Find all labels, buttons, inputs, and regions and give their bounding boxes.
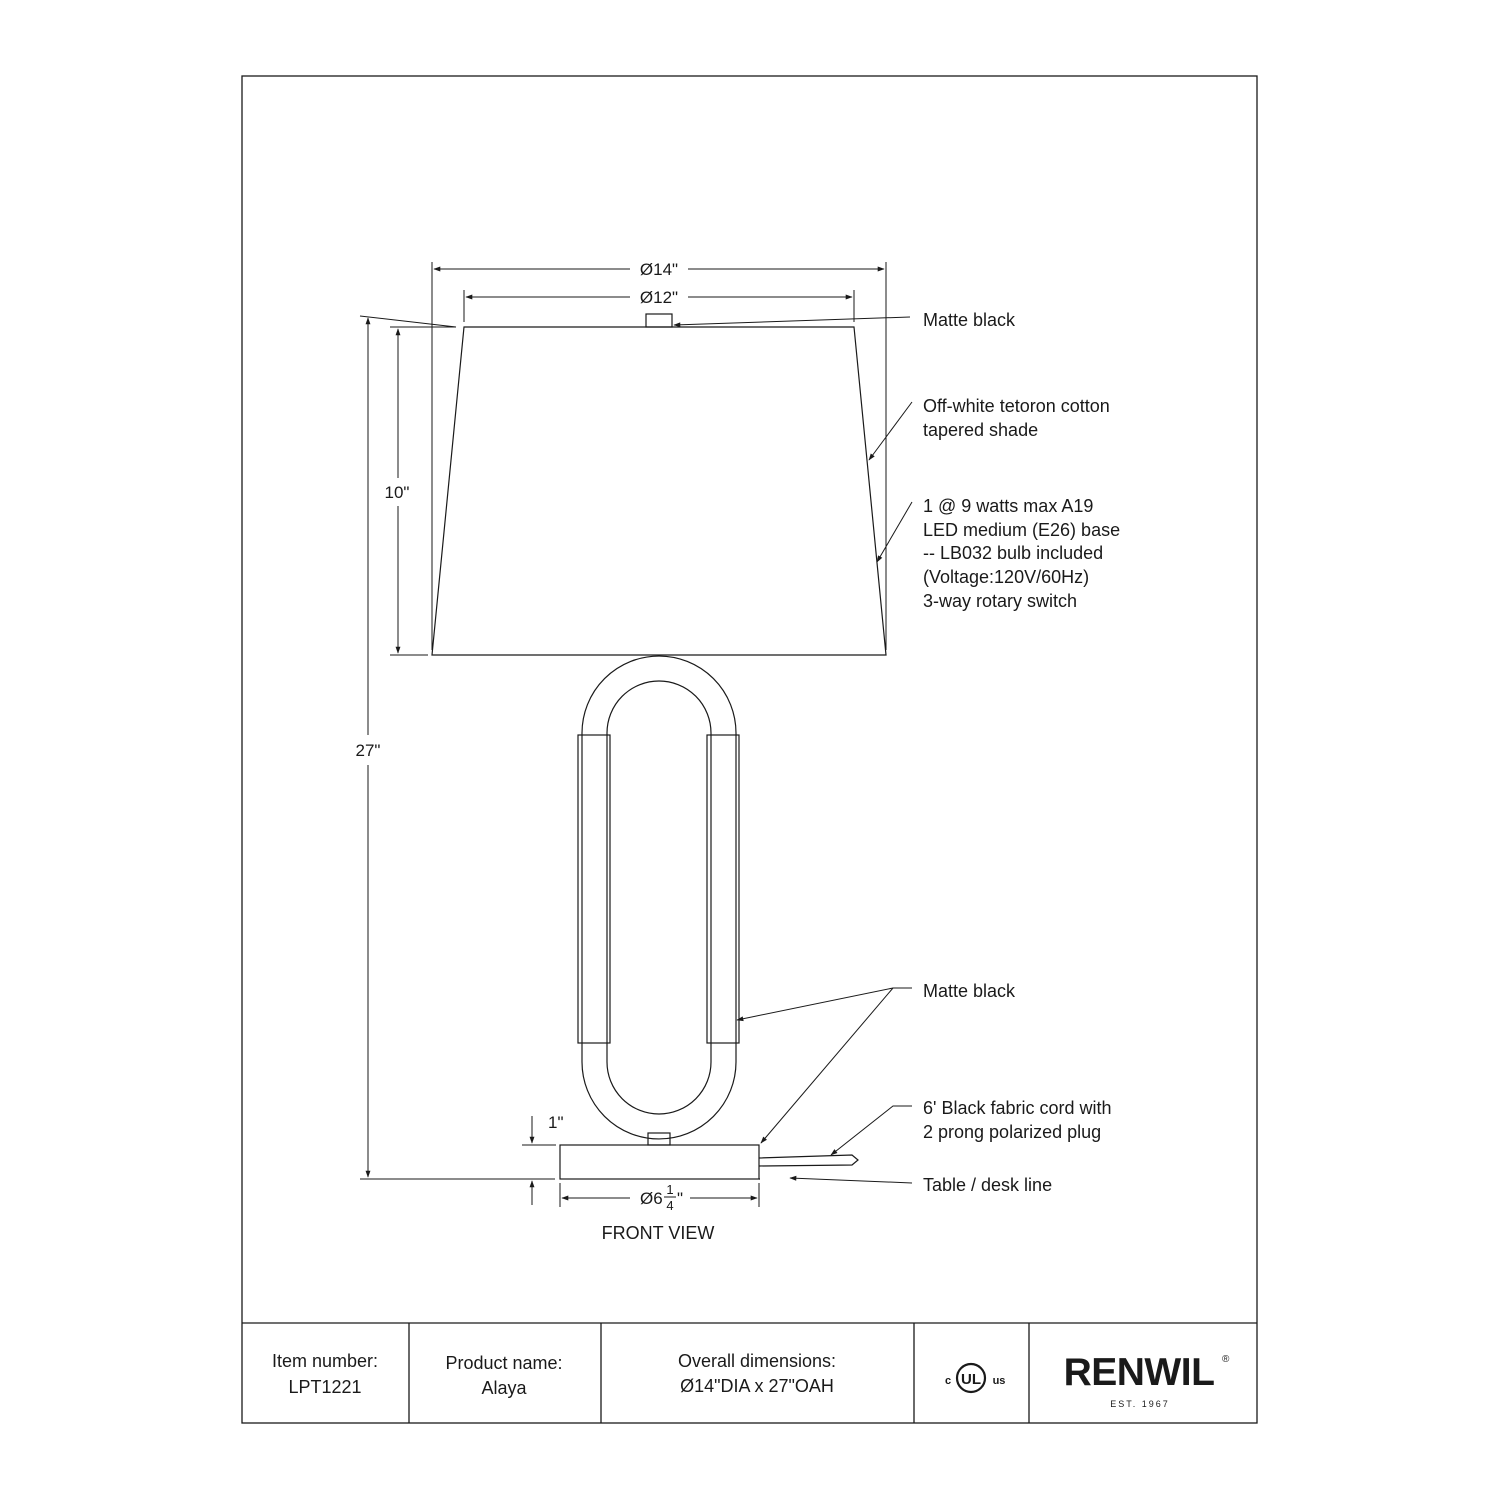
svg-text:1: 1 bbox=[666, 1182, 674, 1197]
dim-base-dia bbox=[640, 1182, 683, 1213]
sheet-border bbox=[242, 76, 1257, 1423]
renwil-logo bbox=[1064, 1351, 1230, 1409]
callout-cord-1: 6' Black fabric cord with bbox=[923, 1098, 1112, 1118]
callout-bulb-1: 1 @ 9 watts max A19 bbox=[923, 496, 1094, 516]
callout-bulb-3: -- LB032 bulb included bbox=[923, 543, 1104, 563]
callout-shade-2: tapered shade bbox=[923, 420, 1039, 440]
callout-cord-2: 2 prong polarized plug bbox=[923, 1122, 1102, 1142]
lamp-body-inner bbox=[607, 681, 711, 1114]
dim-shade-top-dia: Ø12" bbox=[639, 288, 679, 307]
item-number-label: Item number: bbox=[271, 1351, 379, 1371]
svg-text:UL: UL bbox=[961, 1371, 981, 1388]
svg-text:": " bbox=[677, 1189, 684, 1208]
dim-shade-bottom-dia: Ø14" bbox=[639, 260, 679, 279]
svg-text:us: us bbox=[992, 1375, 1006, 1387]
svg-text:c: c bbox=[944, 1375, 952, 1387]
svg-text:EST. 1967: EST. 1967 bbox=[1110, 1399, 1170, 1409]
callout-bulb-2: LED medium (E26) base bbox=[923, 520, 1121, 540]
callout-body: Matte black bbox=[923, 981, 1016, 1001]
dim-overall-height: 27" bbox=[355, 741, 381, 760]
svg-text:4: 4 bbox=[666, 1198, 674, 1213]
finial bbox=[646, 314, 672, 327]
body-sleeve-right bbox=[707, 735, 739, 1043]
product-name-value: Alaya bbox=[481, 1378, 527, 1398]
callout-shade-1: Off-white tetoron cotton bbox=[923, 396, 1110, 416]
lamp-base bbox=[560, 1145, 759, 1179]
lamp-shade bbox=[432, 327, 886, 655]
svg-text:Ø6: Ø6 bbox=[640, 1189, 663, 1208]
callout-bulb-4: (Voltage:120V/60Hz) bbox=[923, 567, 1090, 587]
lamp-body-outer bbox=[582, 656, 736, 1139]
overall-dimensions-value: Ø14"DIA x 27"OAH bbox=[680, 1376, 834, 1396]
svg-text:®: ® bbox=[1222, 1354, 1230, 1365]
dim-base-height: 1" bbox=[548, 1113, 564, 1132]
power-cord bbox=[759, 1155, 858, 1166]
item-number-value: LPT1221 bbox=[288, 1377, 362, 1397]
lamp-drawing bbox=[432, 314, 886, 1179]
ul-certification-icon bbox=[945, 1364, 1005, 1392]
body-sleeve-left bbox=[578, 735, 610, 1043]
callout-finial: Matte black bbox=[923, 310, 1016, 330]
overall-dimensions-label: Overall dimensions: bbox=[677, 1351, 837, 1371]
svg-text:RENWIL: RENWIL bbox=[1063, 1351, 1215, 1394]
leader-lines bbox=[674, 317, 912, 1183]
callout-table-line: Table / desk line bbox=[923, 1175, 1053, 1195]
view-label: FRONT VIEW bbox=[601, 1223, 715, 1243]
dim-shade-height: 10" bbox=[384, 483, 410, 502]
callout-bulb-5: 3-way rotary switch bbox=[923, 591, 1078, 611]
dimension-lines bbox=[360, 262, 886, 1207]
product-name-label: Product name: bbox=[445, 1353, 563, 1373]
